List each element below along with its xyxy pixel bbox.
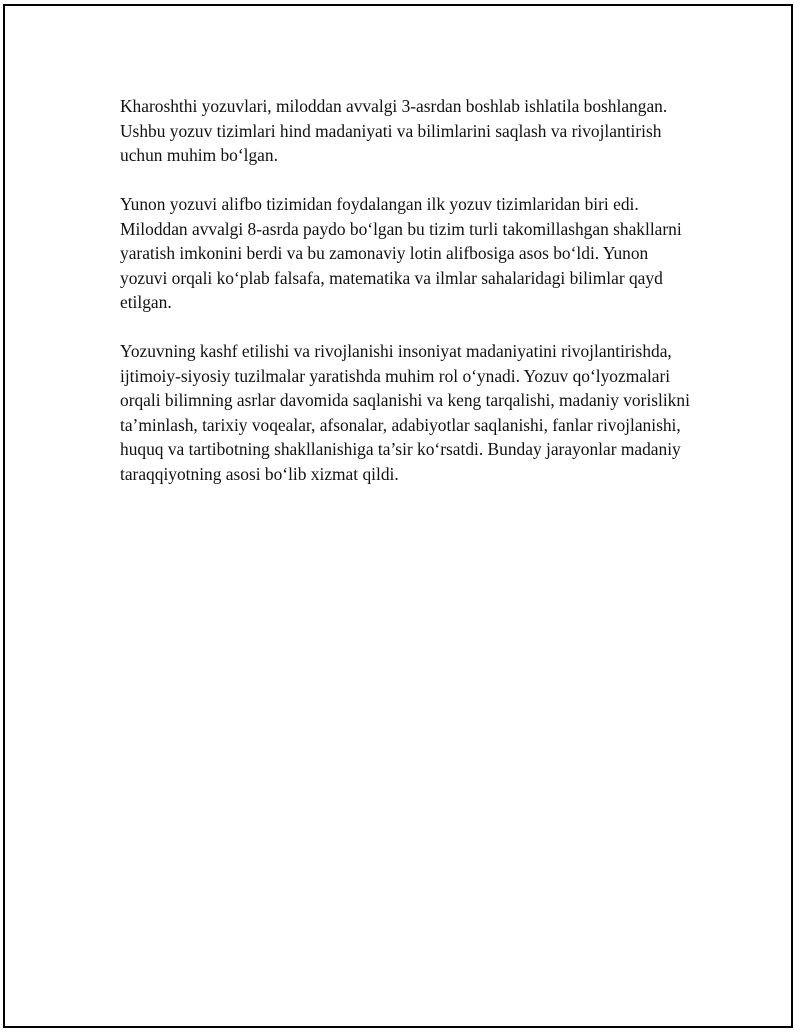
paragraph-kharoshthi: Kharoshthi yozuvlari, miloddan avvalgi 3-asrdan boshlab ishlatila boshlangan. Ushbu yozuv tizimlari hind madaniyati va bilimlarini saqlash va rivojlantirish uchun muhim bo‘lgan. [120, 96, 668, 165]
paragraph-greek-script: Yunon yozuvi alifbo tizimidan foydalangan ilk yozuv tizimlaridan biri edi. Miloddan avvalgi 8-asrda paydo bo‘lgan bu tizim turli takomillashgan shakllarni yaratish imkonini berdi va bu zamonaviy lotin alifbosiga asos bo‘ldi. Yunon yozuvi orqali ko‘plab falsafa, matematika va ilmlar sahalaridagi bilimlar qayd etilgan. [120, 194, 682, 312]
document-body [120, 94, 695, 511]
document-page [3, 4, 793, 1028]
paragraph-writing-significance: Yozuvning kashf etilishi va rivojlanishi insoniyat madaniyatini rivojlantirishda, ijtimoiy-siyosiy tuzilmalar yaratishda muhim rol o‘ynadi. Yozuv qo‘lyozmalari orqali bilimning asrlar davomida saqlanishi va keng tarqalishi, madaniy vorislikni ta’minlash, tarixiy voqealar, afsonalar, adabiyotlar saqlanishi, fanlar rivojlanishi, huquq va tartibotning shakllanishiga ta’sir ko‘rsatdi. Bunday jarayonlar madaniy taraqqiyotning asosi bo‘lib xizmat qildi. [120, 341, 690, 484]
